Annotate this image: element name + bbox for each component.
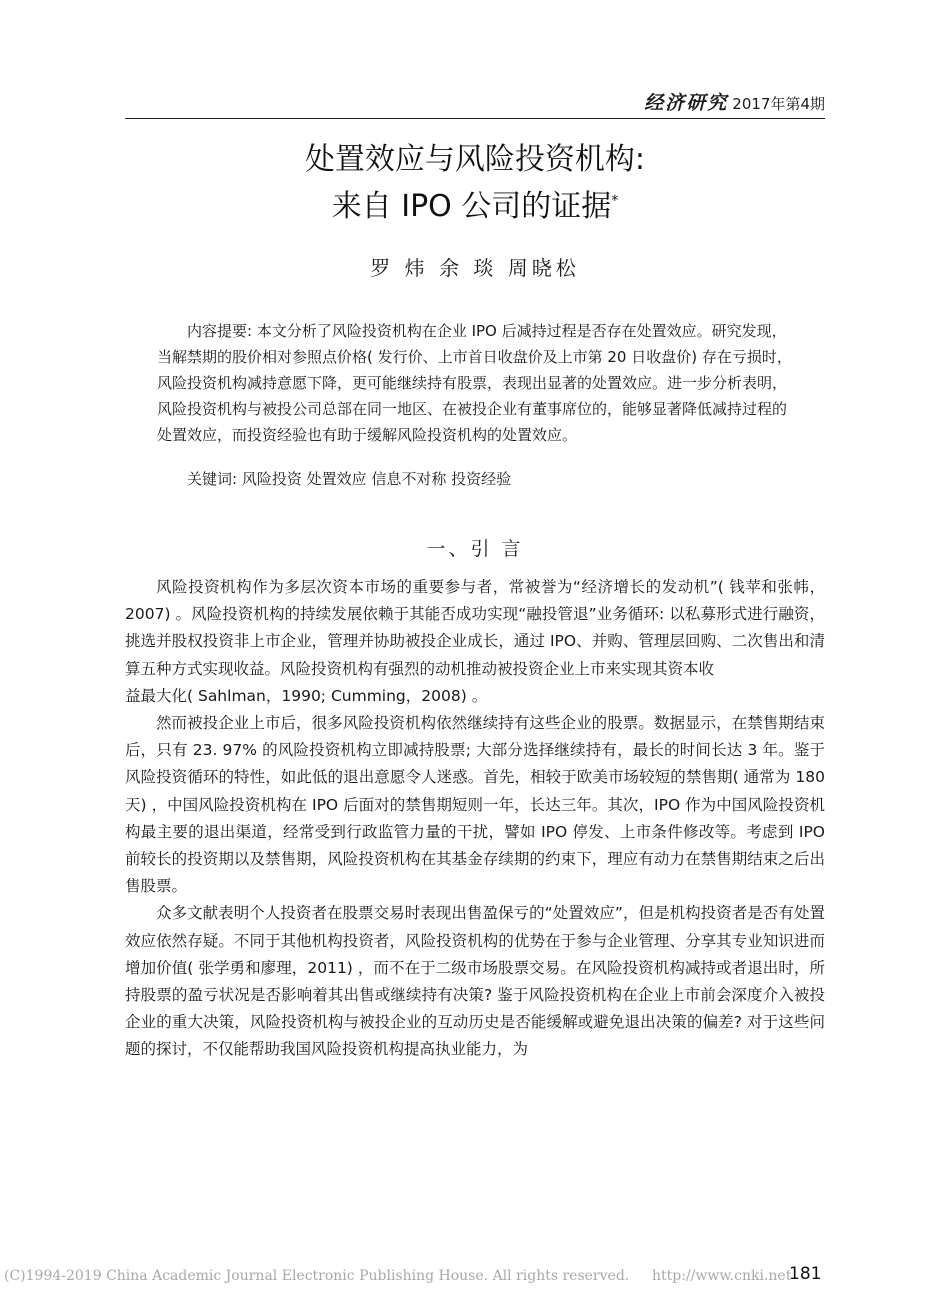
journal-name: 经济研究 (644, 92, 729, 114)
article-title-line2 (125, 187, 825, 227)
issue-label: 2017年第4期 (732, 95, 825, 113)
title-footnote-mark: * (611, 193, 619, 209)
body-text (125, 574, 825, 1064)
copyright-watermark: (C)1994-2019 China Academic Journal Electronic Publishing House. All rights reserved. (4, 1268, 630, 1284)
keywords: 关键词: 风险投资 处置效应 信息不对称 投资经验 (187, 470, 512, 488)
cnki-url: http://www.cnki.net (652, 1268, 792, 1284)
paragraph: 然而被投企业上市后，很多风险投资机构依然继续持有这些企业的股票。数据显示，在禁售期结束后，只有 23. 97% 的风险投资机构立即减持股票; 大部分选择继续持有，最长的时间长达 3 年。鉴于风险投资循环的特性，如此低的退出意愿令人迷惑。首先，相较于欧美市场较短的禁售期( 通常为 180 天) ，中国风险投资机构在 IPO 后面对的禁售期短则一年，长达三年。其次，IPO 作为中国风险投资机构最主要的退出渠道，经常受到行政监管力量的干扰，譬如 IPO 停发、上市条件修改等。考虑到 IPO 前较长的投资期以及禁售期，风险投资机构在其基金存续期的约束下，理应有动力在禁售期结束之后出售股票。 (125, 714, 825, 896)
journal-issue (644, 92, 825, 115)
paragraph: 众多文献表明个人投资者在股票交易时表现出售盈保亏的“处置效应”，但是机构投资者是否有处置效应依然存疑。不同于其他机构投资者，风险投资机构的优势在于参与企业管理、分享其专业知识进而增加价值( 张学勇和廖理，2011) ，而不在于二级市场股票交易。在风险投资机构减持或者退出时，所持股票的盈亏状况是否影响着其出售或继续持有决策? 鉴于风险投资机构在企业上市前会深度介入被投企业的重大决策，风险投资机构与被投企业的互动历史是否能缓解或避免退出决策的偏差? 对于这些问题的探讨，不仅能帮助我国风险投资机构提高执业能力，为 (125, 904, 825, 1059)
page-footer (0, 1264, 950, 1288)
article-title-line1: 处置效应与风险投资机构: (304, 142, 646, 177)
running-header (125, 92, 825, 119)
page-number: 181 (789, 1264, 822, 1284)
author-list: 罗 炜 余 琰 周晓松 (370, 256, 580, 280)
paragraph: 益最大化( Sahlman，1990; Cumming，2008) 。 (125, 686, 488, 705)
abstract: 内容提要: 本文分析了风险投资机构在企业 IPO 后减持过程是否存在处置效应。研究发现，当解禁期的股价相对参照点价格( 发行价、上市首日收盘价及上市第 20 日收盘价) 存在亏损时，风险投资机构减持意愿下降，更可能继续持有股票，表现出显著的处置效应。进一步分析表明，风险投资机构与被投公司总部在同一地区、在被投企业有董事席位的，能够显著降低减持过程的处置效应，而投资经验也有助于缓解风险投资机构的处置效应。 (157, 322, 792, 444)
title-line2-text: 来自 IPO 公司的证据 (331, 189, 612, 224)
section-heading: 一、引 言 (426, 538, 524, 560)
paragraph: 风险投资机构作为多层次资本市场的重要参与者，常被誉为“经济增长的发动机”( 钱苹和张帏，2007) 。风险投资机构的持续发展依赖于其能否成功实现“融投管退”业务循环: 以私募形式进行融资，挑选并股权投资非上市企业，管理并协助被投企业成长，通过 IPO、并购、管理层回购、二次售出和清算五种方式实现收益。风险投资机构有强烈的动机推动被投资企业上市来实现其资本收 (125, 578, 825, 678)
